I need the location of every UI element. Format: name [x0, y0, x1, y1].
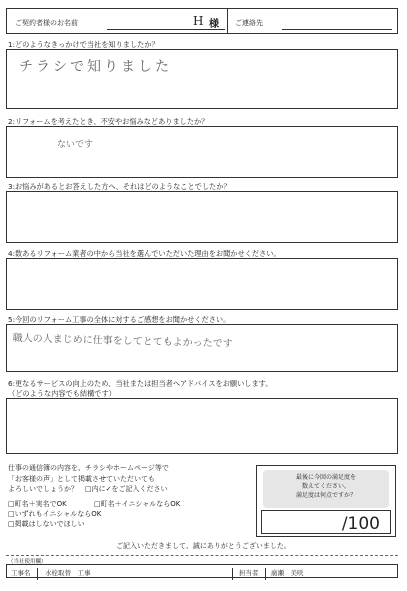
option-no-publish[interactable]: □掲載はしないでほしい — [8, 520, 85, 528]
option-initials-only[interactable]: □いずれもイニシャルならOK — [8, 510, 102, 518]
work-value: 水栓取替 工事 — [45, 569, 91, 577]
permission-options — [8, 499, 248, 529]
question-3-label: 3:お悩みがあるとお答えした方へ、それはどのようなことでしたか？ — [8, 182, 231, 191]
satisfaction-score-field[interactable] — [261, 510, 391, 534]
answer-2-box[interactable] — [6, 126, 398, 178]
question-6-label: 6:更なるサービスの向上のため、当社または担当者へアドバイスをお願いします。 — [8, 379, 273, 388]
satisfaction-prompt-2: 数えてください。 — [301, 483, 350, 490]
footer-divider-3 — [265, 568, 266, 580]
contact-field[interactable] — [282, 29, 392, 30]
customer-header — [6, 8, 398, 34]
option-town-real-name[interactable]: □町名＋実名でOK — [8, 500, 67, 508]
contact-label: ご連絡先 — [235, 19, 263, 27]
name-underline — [107, 29, 225, 30]
question-5-label: 5:今回のリフォーム工事の全体に対するご感想をお聞かせください。 — [8, 315, 231, 324]
honorific-sama: 様 — [209, 19, 219, 30]
staff-label: 担当者 — [239, 569, 259, 577]
question-6-sub: （どのような内容でも結構です） — [8, 389, 116, 398]
satisfaction-prompt-1: 最後に今回の満足度を — [295, 474, 356, 481]
answer-6-box[interactable] — [6, 398, 398, 454]
footer-divider-2 — [232, 568, 233, 580]
satisfaction-box — [256, 465, 396, 537]
answer-1-box[interactable] — [6, 49, 398, 109]
office-use-label: （当社使用欄） — [8, 559, 47, 565]
satisfaction-prompt-3: 満足度は何点ですか？ — [295, 492, 356, 499]
permission-line-3: よろしいでしょうか？ □内に✓をご記入ください — [8, 485, 168, 493]
answer-5-text: 職人の人まじめに仕事をしてとてもよかったです — [12, 332, 233, 350]
satisfaction-score: /100 — [341, 514, 380, 534]
answer-4-box[interactable] — [6, 258, 398, 310]
permission-line-1: 仕事の通信簿の内容を、チラシやホームページ等で — [8, 464, 169, 472]
name-label: ご契約者様のお名前 — [15, 19, 78, 27]
question-1-label: 1:どのようなきっかけで当社を知りましたか？ — [8, 40, 159, 49]
question-4-label: 4:数あるリフォーム業者の中から当社を選んでいただいた理由をお聞かせください。 — [8, 249, 281, 258]
answer-2-text: ないです — [57, 140, 94, 150]
answer-5-box[interactable] — [6, 324, 398, 372]
publish-permission — [8, 463, 248, 495]
office-footer — [6, 564, 398, 578]
work-label: 工事名 — [11, 569, 31, 577]
answer-1-text: チラシで知りました — [19, 59, 172, 75]
staff-value: 廣瀬 美咲 — [271, 569, 304, 577]
header-divider — [227, 9, 228, 33]
footer-divider-1 — [37, 568, 38, 580]
office-divider — [6, 555, 398, 556]
answer-3-box[interactable] — [6, 191, 398, 243]
permission-line-2: 「お客様の声」として掲載させていただいても — [8, 474, 155, 483]
option-town-initials[interactable]: □町名＋イニシャルならOK — [94, 500, 181, 508]
satisfaction-prompt — [263, 470, 389, 508]
thanks-message: ご記入いただきまして、誠にありがとうございました。 — [116, 542, 291, 550]
question-2-label: 2:リフォームを考えたとき、不安やお悩みなどありましたか？ — [8, 117, 209, 126]
customer-name[interactable]: H — [193, 14, 204, 28]
